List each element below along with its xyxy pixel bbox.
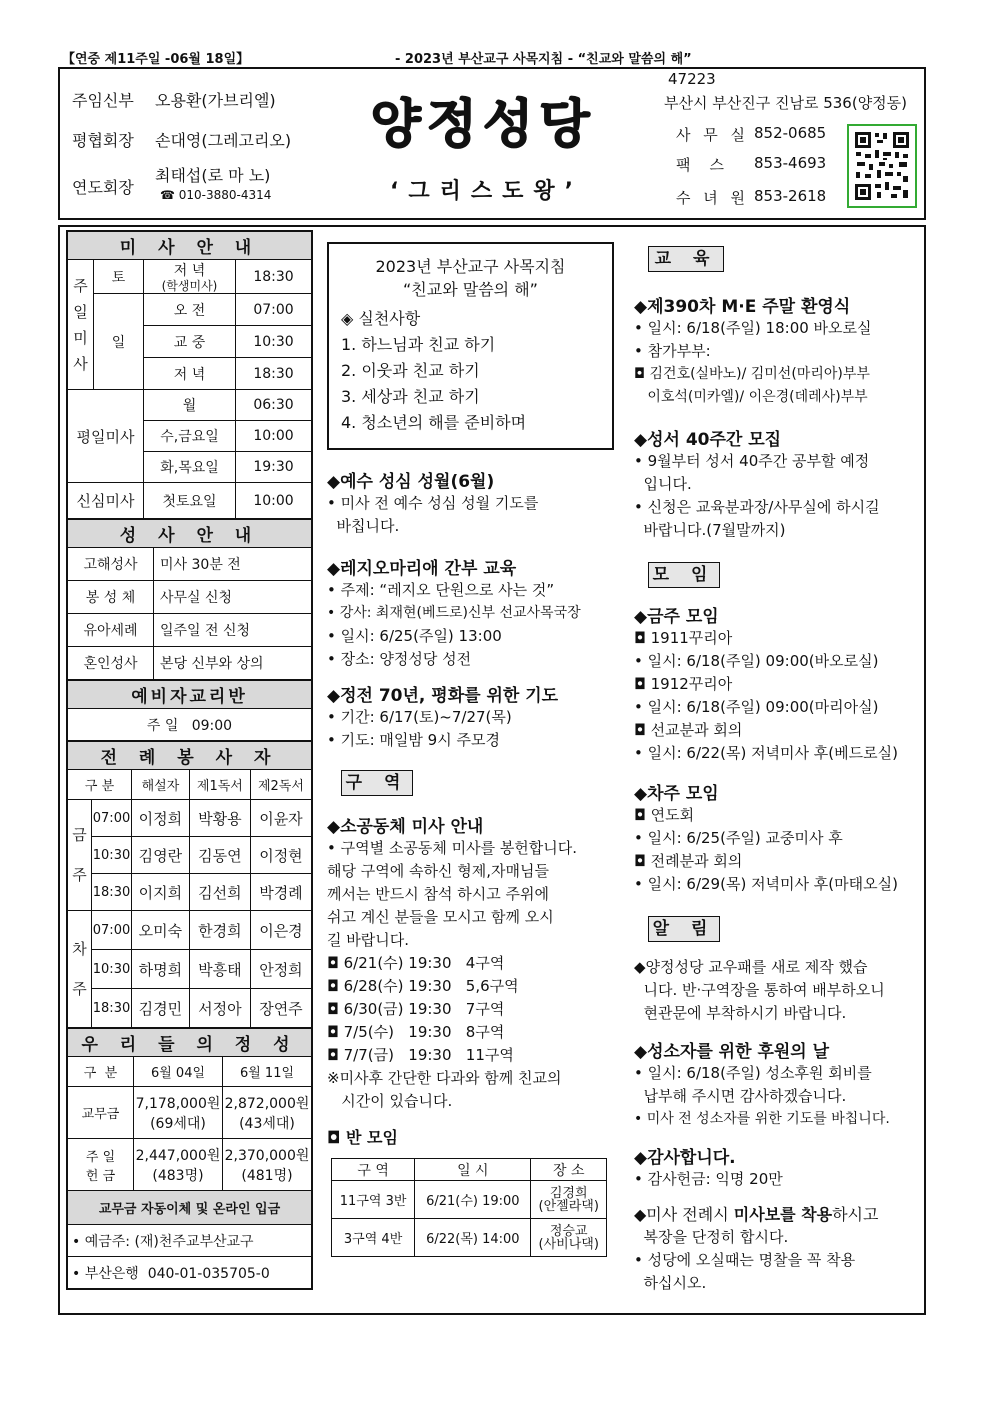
yeon-phone: ☎ 010-3880-4314 [160, 188, 272, 202]
ban-cell: 6/21(수) 19:00 [415, 1181, 531, 1219]
liturgy-cell: 이은경 [250, 911, 311, 950]
ban-cell: 11구역 3반 [332, 1181, 415, 1219]
offering-header: 구 분 [68, 1057, 134, 1087]
text-line: 길 바랍니다. [327, 931, 409, 949]
pastor-name: 오용환(가브리엘) [155, 91, 276, 110]
guideline-item: 1. 하느님과 친교 하기 [341, 335, 496, 354]
offering-row-label: 주 일 헌 금 [68, 1139, 134, 1191]
schedule-line: ◘ 6/21(수) 19:30 4구역 [327, 954, 505, 972]
text-line: • 일시: 6/25(주일) 13:00 [327, 627, 502, 645]
liturgy-cell: 박흥태 [189, 950, 250, 989]
schedule-line: ◘ 7/5(수) 19:30 8구역 [327, 1023, 505, 1041]
text-line: • 일시: 6/22(목) 저녁미사 후(베드로실) [634, 744, 898, 762]
ban-header: 일 시 [415, 1159, 531, 1181]
catechumen-table [67, 680, 312, 741]
text-line: • 성당에 오실때는 명찰을 꼭 착용 [634, 1251, 856, 1269]
text-line: • 기도: 매일밤 9시 주모경 [327, 731, 500, 749]
ban-cell: 6/22(목) 14:00 [415, 1219, 531, 1257]
section-heading: ◆예수 성심 성월(6월) [327, 472, 495, 492]
section-heading: ◆제390차 M·E 주말 환영식 [634, 297, 851, 317]
convent-phone: 853-2618 [754, 187, 827, 205]
liturgy-cell: 박황용 [189, 800, 250, 837]
liturgy-time: 18:30 [92, 874, 132, 911]
guideline-item: 2. 이웃과 친교 하기 [341, 361, 480, 380]
convent-label: 수 녀 원 [676, 189, 750, 207]
office-phone: 852-0685 [754, 124, 827, 142]
guideline-item: 4. 청소년의 해를 준비하며 [341, 413, 527, 432]
offering-count: (69세대) [150, 1115, 206, 1132]
sun-row-label: 저 녁 [144, 358, 236, 390]
offering-amount: 7,178,000원 [135, 1095, 221, 1112]
offering-table [67, 1028, 312, 1289]
text-bold: 미사보를 착용 [733, 1205, 833, 1224]
parish-subtitle: ‘그리스도왕’ [390, 179, 583, 204]
liturgy-cell: 하명희 [132, 950, 190, 989]
council-label: 평협회장 [72, 131, 134, 150]
text-line: 니다. 반·구역장을 통하여 배부하오니 [634, 981, 885, 999]
sun-label: 일 [94, 294, 144, 390]
offering-amount: 2,370,000원 [224, 1147, 310, 1164]
address: 부산시 부산진구 진남로 536(양정동) [664, 94, 908, 112]
sacrament-table [67, 519, 312, 680]
left-column [66, 230, 313, 1290]
right-column [634, 246, 924, 1295]
text-line: • 일시: 6/18(주일) 09:00(바오로실) [634, 652, 879, 670]
text-line: • 일시: 6/25(주일) 교중미사 후 [634, 829, 843, 847]
liturgy-cell: 한경희 [189, 911, 250, 950]
sun-row-label: 오 전 [144, 294, 236, 326]
liturgy-cell: 장연주 [250, 989, 311, 1028]
liturgy-header: 구 분 [68, 770, 132, 800]
liturgy-cell: 오미숙 [132, 911, 190, 950]
ban-header: 구 역 [332, 1159, 415, 1181]
schedule-line: ◘ 7/7(금) 19:30 11구역 [327, 1046, 514, 1064]
guideline-title: 2023년 부산교구 사목지침 [375, 257, 566, 276]
liturgy-time: 10:30 [92, 950, 132, 989]
liturgy-time: 10:30 [92, 837, 132, 874]
weekday-mass-label: 평일미사 [68, 390, 144, 483]
section-heading: ◆차주 모임 [634, 784, 719, 804]
text-line: • 9월부터 성서 40주간 공부할 예정 [634, 452, 870, 470]
schedule-line: ◘ 6/28(수) 19:30 5,6구역 [327, 977, 519, 995]
sun-row-time: 18:30 [236, 358, 312, 390]
section-heading: ◆레지오마리애 간부 교육 [327, 559, 517, 579]
next-week-label: 차 주 [68, 911, 92, 1028]
text-part: ◆미사 전례시 [634, 1205, 734, 1224]
text-line: 바랍니다.(7월말까지) [634, 521, 786, 539]
section-heading: ◆성서 40주간 모집 [634, 430, 782, 450]
ban-cell: 3구역 4반 [332, 1219, 415, 1257]
section-heading: ◆금주 모임 [634, 607, 719, 627]
liturgy-cell: 김경민 [132, 989, 190, 1028]
sacrament-value: 일주일 전 신청 [154, 614, 312, 647]
sacrament-label: 혼인성사 [68, 647, 154, 680]
tag-meeting: 모 임 [648, 562, 720, 588]
liturgy-time: 07:00 [92, 911, 132, 950]
text-line: ◘ 선교분과 회의 [634, 721, 743, 739]
bank-account: • 부산은행 040-01-035705-0 [68, 1257, 312, 1289]
weekday-row-time: 10:00 [236, 421, 312, 452]
parish-title: 양정성당 [370, 95, 596, 155]
text-line: 시간이 있습니다. [327, 1092, 453, 1110]
text-line [634, 1203, 924, 1226]
mass-table [67, 231, 312, 519]
ban-place: (사비나댁) [538, 1236, 599, 1252]
liturgy-cell: 이지희 [132, 874, 190, 911]
offering-amount: 2,872,000원 [224, 1095, 310, 1112]
guideline-item: 3. 세상과 친교 하기 [341, 387, 480, 406]
fax-number: 853-4693 [754, 154, 827, 172]
qr-code-icon [847, 124, 917, 208]
office-label: 사 무 실 [676, 126, 750, 144]
text-line: • 참가부부: [634, 342, 711, 360]
weekday-row-label: 수,금요일 [144, 421, 236, 452]
sunday-mass-label: 주 일 미 사 [68, 260, 94, 390]
weekday-row-label: 화,목요일 [144, 452, 236, 483]
liturgy-cell: 서정아 [189, 989, 250, 1028]
catechumen-title: 예비자교리반 [68, 681, 312, 709]
tag-notice: 알 림 [648, 916, 720, 942]
section-heading: ◆정전 70년, 평화를 위한 기도 [327, 686, 559, 706]
account-holder: • 예금주: (재)천주교부산교구 [68, 1225, 312, 1257]
devotion-time: 10:00 [236, 483, 312, 519]
zip-code: 47223 [668, 70, 716, 88]
sacrament-value: 본당 신부와 상의 [154, 647, 312, 680]
text-line: • 미사 전 성소자를 위한 기도를 바칩니다. [634, 1111, 890, 1127]
offering-count: (43세대) [239, 1115, 295, 1132]
text-line: 현관문에 부착하시기 바랍니다. [634, 1004, 847, 1022]
guideline-banner: - 2023년 부산교구 사목지침 - “친교와 말씀의 해” [395, 52, 692, 67]
offering-header: 6월 11일 [223, 1057, 312, 1087]
liturgy-title: 전 례 봉 사 자 [68, 742, 312, 770]
liturgy-cell: 박경례 [250, 874, 311, 911]
text-line: 하십시오. [634, 1274, 707, 1292]
guideline-head: ◈ 실천사항 [341, 309, 421, 328]
sun-row-time: 10:30 [236, 326, 312, 358]
liturgy-header: 제2독서 [250, 770, 311, 800]
liturgy-time: 07:00 [92, 800, 132, 837]
section-heading: ◆소공동체 미사 안내 [327, 817, 484, 837]
text-line: 납부해 주시면 감사하겠습니다. [634, 1087, 847, 1105]
auto-transfer: 교무금 자동이체 및 온라인 입금 [68, 1191, 312, 1225]
pastor-label: 주임신부 [72, 91, 134, 110]
weekday-row-time: 06:30 [236, 390, 312, 421]
liturgy-header: 해설자 [132, 770, 190, 800]
sat-eve: 저 녁 [173, 263, 206, 279]
section-heading: ◆성소자를 위한 후원의 날 [634, 1042, 830, 1062]
sacrament-title: 성 사 안 내 [68, 520, 312, 548]
text-line: ◘ 연도회 [634, 806, 695, 824]
mass-title: 미 사 안 내 [68, 232, 312, 260]
sat-label: 토 [94, 260, 144, 294]
text-line: ◘ 김건호(실바노)/ 김미선(마리아)부부 [634, 366, 870, 382]
liturgy-cell: 김동연 [189, 837, 250, 874]
tag-district: 구 역 [341, 770, 413, 796]
center-column [327, 467, 617, 1257]
liturgy-header: 제1독서 [189, 770, 250, 800]
text-line: • 일시: 6/29(목) 저녁미사 후(마태오실) [634, 875, 898, 893]
weekday-row-label: 월 [144, 390, 236, 421]
liturgy-table [67, 741, 312, 1028]
guideline-box [327, 242, 614, 450]
offering-amount: 2,447,000원 [135, 1147, 221, 1164]
sacrament-value: 사무실 신청 [154, 581, 312, 614]
liturgy-time: 18:30 [92, 989, 132, 1028]
text-line: • 기간: 6/17(토)~7/27(목) [327, 708, 512, 726]
text-line: ◆양정성당 교우패를 새로 제작 했습 [634, 958, 868, 976]
tag-education: 교 육 [648, 246, 724, 272]
guideline-sub: “친교와 말씀의 해” [403, 280, 538, 299]
ban-place: (안젤라댁) [538, 1198, 599, 1214]
text-line: 바칩니다. [327, 517, 400, 535]
text-line: 쉬고 계신 분들을 모시고 함께 오시 [327, 908, 554, 926]
text-line: • 미사 전 예수 성심 성월 기도를 [327, 494, 539, 512]
liturgy-cell: 이정희 [132, 800, 190, 837]
yeon-label: 연도회장 [72, 178, 134, 197]
text-line: • 신청은 교육분과장/사무실에 하시길 [634, 498, 880, 516]
sacrament-label: 봉 성 체 [68, 581, 154, 614]
offering-header: 6월 04일 [134, 1057, 223, 1087]
text-line: • 구역별 소공동체 미사를 봉헌합니다. [327, 839, 578, 857]
text-line: • 일시: 6/18(주일) 성소후원 회비를 [634, 1064, 872, 1082]
liturgy-cell: 김영란 [132, 837, 190, 874]
text-line: • 일시: 6/18(주일) 18:00 바오로실 [634, 319, 872, 337]
offering-count: (481명) [241, 1167, 293, 1184]
liturgy-cell: 이윤자 [250, 800, 311, 837]
sun-row-time: 07:00 [236, 294, 312, 326]
text-line: 께서는 반드시 참석 하시고 주위에 [327, 885, 549, 903]
devotion-day: 첫토요일 [144, 483, 236, 519]
liturgy-cell: 안정희 [250, 950, 311, 989]
text-line: • 감사헌금: 익명 20만 [634, 1170, 783, 1188]
text-line: 입니다. [634, 475, 692, 493]
schedule-line: ◘ 6/30(금) 19:30 7구역 [327, 1000, 505, 1018]
council-name: 손대영(그레고리오) [155, 131, 292, 150]
section-heading: ◆감사합니다. [634, 1148, 736, 1168]
sacrament-label: 유아세례 [68, 614, 154, 647]
ban-table [331, 1158, 607, 1257]
text-line: 이호석(미카엘)/ 이은경(데레사)부부 [634, 389, 868, 405]
text-line: ◘ 전례분과 회의 [634, 852, 743, 870]
section-heading: ◘ 반 모임 [327, 1128, 398, 1147]
text-line: ◘ 1911꾸리아 [634, 629, 733, 647]
catechumen-time: 주 일 09:00 [68, 709, 312, 741]
text-line: • 주제: “레지오 단원으로 사는 것” [327, 581, 555, 599]
sun-row-label: 교 중 [144, 326, 236, 358]
text-line: • 일시: 6/18(주일) 09:00(마리아실) [634, 698, 879, 716]
sat-eve-sub: (학생미사) [161, 279, 218, 293]
text-line: ※미사후 간단한 다과와 함께 친교의 [327, 1069, 562, 1087]
ban-header: 장 소 [531, 1159, 607, 1181]
sat-time: 18:30 [236, 260, 312, 294]
offering-title: 우 리 들 의 정 성 [68, 1029, 312, 1057]
ban-host: 김경희 [549, 1185, 588, 1201]
issue-date: 【연중 제11주일 -06월 18일】 [62, 52, 250, 67]
offering-row-label: 교무금 [68, 1087, 134, 1139]
this-week-label: 금 주 [68, 800, 92, 911]
text-line: 해당 구역에 속하신 형제,자매님들 [327, 862, 549, 880]
sacrament-label: 고해성사 [68, 548, 154, 581]
devotion-mass-label: 신심미사 [68, 483, 144, 519]
ban-host: 정승교 [549, 1223, 588, 1239]
liturgy-cell: 이정현 [250, 837, 311, 874]
text-line: 복장을 단정히 합시다. [634, 1228, 789, 1246]
sacrament-value: 미사 30분 전 [154, 548, 312, 581]
yeon-name: 최태섭(로 마 노) [155, 166, 271, 185]
liturgy-cell: 김선희 [189, 874, 250, 911]
text-part: 하시고 [832, 1205, 879, 1224]
weekday-row-time: 19:30 [236, 452, 312, 483]
fax-label: 팩 스 [676, 156, 725, 174]
text-line: ◘ 1912꾸리아 [634, 675, 733, 693]
text-line: • 장소: 양정성당 성전 [327, 650, 472, 668]
offering-count: (483명) [152, 1167, 204, 1184]
text-line: • 강사: 최재현(베드로)신부 선교사목국장 [327, 605, 581, 621]
